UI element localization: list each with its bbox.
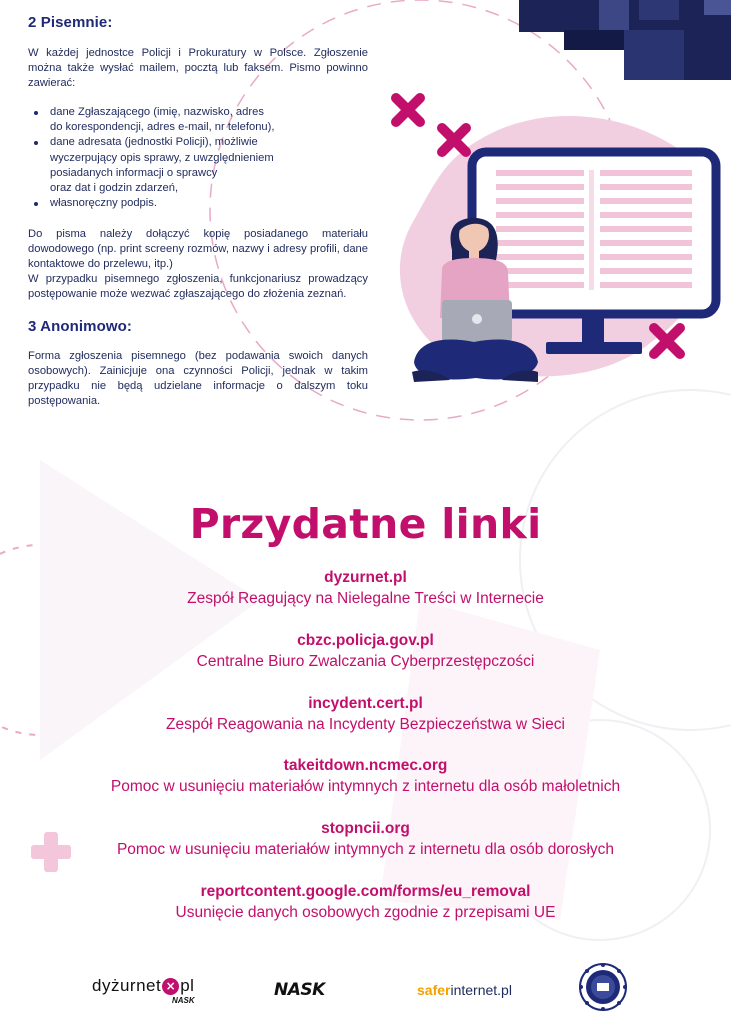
link-description: Usunięcie danych osobowych zgodnie z przepisami UE [175,904,556,921]
testimony-paragraph: W przypadku pisemnego zgłoszenia, funkcjonariusz prowadzący postępowanie może wezwać zgłaszającego do złożenia zeznań. [28,273,368,301]
person-with-laptop-illustration [384,0,731,400]
list-item: dane adresata (jednostki Policji), możliwie wyczerpujący opis sprawy, z uwzględnieniem posiadanych informacji o sprawcy oraz dat i godzin zdarzeń, [50,135,368,196]
link-item-stopncii [0,819,731,860]
dyzurnet-logo-sub: NASK [172,996,195,1005]
link-item-dyzurnet [0,568,731,609]
link-description: Centralne Biuro Zwalczania Cyberprzestępczości [196,653,535,670]
useful-links-title: Przydatne linki [189,500,542,548]
anonymous-paragraph: Forma zgłoszenia pisemnego (bez podawania swoich danych osobowych). Zainicjuje ona czynności Policji, jednak w takim przypadku nie będą udzielane informacje o dalszym toku postępowania. [28,350,368,408]
link-item-google-eu-removal [0,882,731,923]
link-item-cert [0,694,731,735]
list-item: własnoręczny podpis. [50,196,368,211]
link-url[interactable]: dyzurnet.pl [324,569,407,586]
section-heading-written: 2 Pisemnie: [28,14,113,31]
written-intro: W każdej jednostce Policji i Prokuratury w Polsce. Zgłoszenie można także wysłać mailem, pocztą lub faksem. Pismo powinno zawierać: [28,47,368,89]
link-url[interactable]: takeitdown.ncmec.org [283,757,448,774]
pixel-pattern [519,0,731,80]
written-requirements-list [28,105,368,211]
police-badge-icon [578,962,628,1012]
evidence-paragraph: Do pisma należy dołączyć kopię posiadanego materiału dowodowego (np. print screeny rozmów, nazwy i adresy profili, dane kontaktowe do przelewu, itp.) [28,228,368,271]
list-item: dane Zgłaszającego (imię, nazwisko, adres do korespondencji, adres e-mail, nr telefonu), [50,105,368,135]
link-description: Zespół Reagujący na Nielegalne Treści w Internecie [187,590,544,607]
saferinternet-logo-part1: safer [417,982,451,998]
reporting-text-column [28,14,368,409]
link-description: Pomoc w usunięciu materiałów intymnych z internetu dla osób dorosłych [116,841,615,858]
section-heading-anonymous: 3 Anonimowo: [28,318,132,336]
link-url[interactable]: stopncii.org [321,820,410,837]
link-item-takeitdown [0,756,731,797]
dyzurnet-logo [92,976,195,1005]
saferinternet-logo [417,982,512,998]
footer-logos [0,960,731,1024]
link-url[interactable]: cbzc.policja.gov.pl [297,632,434,649]
saferinternet-logo-part2: internet.pl [450,982,512,998]
link-description: Pomoc w usunięciu materiałów intymnych z internetu dla osób małoletnich [110,778,621,795]
dyzurnet-logo-text: dyżurnet [92,976,162,995]
link-item-cbzc [0,631,731,672]
x-mark-icon: × [162,978,179,995]
dyzurnet-logo-domain: pl [180,976,195,995]
link-url[interactable]: incydent.cert.pl [308,695,423,712]
nask-logo: NASK [274,980,325,1000]
link-description: Zespół Reagowania na Incydenty Bezpieczeństwa w Sieci [166,716,565,733]
link-url[interactable]: reportcontent.google.com/forms/eu_removal [200,883,531,900]
